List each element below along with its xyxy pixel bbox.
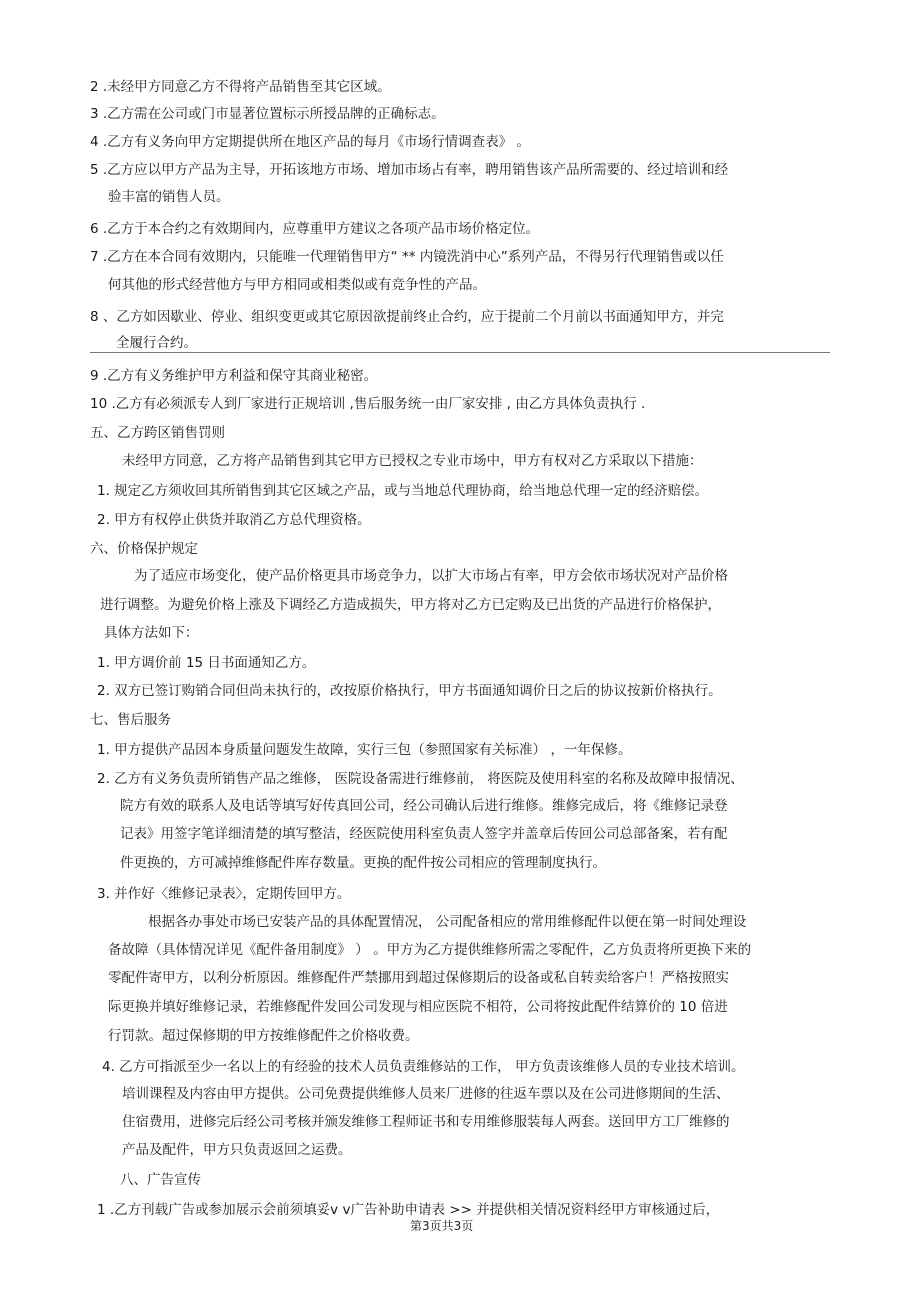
clause-7-cont: 何其他的形式经营他方与甲方相同或相类似或有竞争性的产品。 xyxy=(108,277,486,293)
section-7-para-line-4: 际更换并填好维修记录，若维修配件发回公司发现与相应医院不相符，公司将按此配件结算价的 10 倍进 xyxy=(108,999,728,1015)
section-7-item-2: 2. 乙方有义务负责所销售产品之维修， 医院设备需进行维修前， 将医院及使用科室的名称及故障申报情况、 xyxy=(97,771,744,787)
section-8-item-1: 1 .乙方刊载广告或参加展示会前须填妥v v广告补助申请表 >> 并提供相关情况资料经甲方审核通过后， xyxy=(97,1202,720,1218)
section-7-item-2-cont-2: 记表》用签字笔详细清楚的填写整洁，经医院使用科室负责人签字并盖章后传回公司总部备案，若有配 xyxy=(120,826,728,842)
section-7-item-4: 4. 乙方可指派至少一名以上的有经验的技术人员负责维修站的工作， 甲方负责该维修人员的专业技术培训。 xyxy=(102,1059,745,1075)
section-5-intro: 未经甲方同意，乙方将产品销售到其它甲方已授权之专业市场中，甲方有权对乙方采取以下措施： xyxy=(122,453,703,469)
section-5-heading: 五、乙方跨区销售罚则 xyxy=(90,425,225,441)
section-7-item-4-cont-2: 住宿费用，进修完后经公司考核并颁发维修工程师证书和专用维修服装每人两套。送回甲方工厂维修的 xyxy=(122,1114,730,1130)
section-7-item-2-cont-3: 件更换的，方可减掉维修配件库存数量。更换的配件按公司相应的管理制度执行。 xyxy=(120,855,606,871)
clause-6: 6 .乙方于本合约之有效期间内，应尊重甲方建议之各项产品市场价格定位。 xyxy=(90,221,540,237)
clause-4: 4 .乙方有义务向甲方定期提供所在地区产品的每月《市场行情调查表》 。 xyxy=(90,134,530,150)
section-7-item-1: 1. 甲方提供产品因本身质量问题发生故障，实行三包（参照国家有关标准） ，一年保修。 xyxy=(97,742,632,758)
section-6-para-line-2: 进行调整。为避免价格上涨及下调经乙方造成损失，甲方将对乙方已定购及已出货的产品进行价格保护， xyxy=(100,597,721,613)
section-6-heading: 六、价格保护规定 xyxy=(90,541,198,557)
clause-7: 7 .乙方在本合同有效期内，只能唯一代理销售甲方“ ** 内镜洗消中心”系列产品，不得另行代理销售或以任 xyxy=(90,249,724,265)
section-8-heading: 八、广告宣传 xyxy=(120,1172,201,1188)
section-7-para-line-2: 备故障（具体情况详见《配件备用制度》 ） 。甲方为乙方提供维修所需之零配件，乙方负责将所更换下来的 xyxy=(108,942,752,958)
section-7-item-4-cont-1: 培训课程及内容由甲方提供。公司免费提供维修人员来厂进修的往返车票以及在公司进修期间的生活、 xyxy=(122,1086,730,1102)
clause-9: 9 .乙方有义务维护甲方利益和保守其商业秘密。 xyxy=(90,368,378,384)
header-divider xyxy=(90,352,830,353)
section-6-item-2: 2. 双方已签订购销合同但尚未执行的，改按原价格执行，甲方书面通知调价日之后的协议按新价格执行。 xyxy=(97,683,722,699)
clause-3: 3 .乙方需在公司或门市显著位置标示所授品牌的正确标志。 xyxy=(90,106,445,122)
section-7-para-line-5: 行罚款。超过保修期的甲方按维修配件之价格收费。 xyxy=(108,1028,419,1044)
section-7-heading: 七、售后服务 xyxy=(90,712,171,728)
section-6-para-line-1: 为了适应市场变化，使产品价格更具市场竞争力，以扩大市场占有率，甲方会依市场状况对产品价格 xyxy=(134,568,728,584)
section-7-item-4-cont-3: 产品及配件，甲方只负责返回之运费。 xyxy=(122,1142,352,1158)
clause-10: 10 .乙方有必须派专人到厂家进行正规培训 ,售后服务统一由厂家安排 , 由乙方具体负责执行 . xyxy=(90,396,646,412)
clause-8: 8 、乙方如因歇业、停业、组织变更或其它原因欲提前终止合约，应于提前二个月前以书面通知甲方，并完 xyxy=(90,309,724,325)
clause-2: 2 .未经甲方同意乙方不得将产品销售至其它区域。 xyxy=(90,79,391,95)
section-6-para-line-3: 具体方法如下： xyxy=(104,625,199,641)
section-7-item-3: 3. 并作好〈维修记录表〉，定期传回甲方。 xyxy=(97,886,351,902)
page-footer: 第3页共3页 xyxy=(410,1219,474,1233)
section-7-item-2-cont-1: 院方有效的联系人及电话等填写好传真回公司，经公司确认后进行维修。维修完成后，将《维修记录登 xyxy=(120,798,728,814)
clause-5-cont: 验丰富的销售人员。 xyxy=(108,189,230,205)
section-6-item-1: 1. 甲方调价前 15 日书面通知乙方。 xyxy=(97,655,316,671)
section-5-item-2: 2. 甲方有权停止供货并取消乙方总代理资格。 xyxy=(97,512,371,528)
section-7-para-line-1: 根据各办事处市场已安装产品的具体配置情况， 公司配备相应的常用维修配件以便在第一时间处理设 xyxy=(148,914,747,930)
clause-8-cont: 全履行合约。 xyxy=(116,335,197,351)
clause-5: 5 .乙方应以甲方产品为主导，开拓该地方市场、增加市场占有率，聘用销售该产品所需要的、经过培训和经 xyxy=(90,162,729,178)
section-5-item-1: 1. 规定乙方须收回其所销售到其它区域之产品，或与当地总代理协商，给当地总代理一定的经济赔偿。 xyxy=(97,483,709,499)
section-7-para-line-3: 零配件寄甲方，以利分析原因。维修配件严禁挪用到超过保修期后的设备或私自转卖给客户！严格按照实 xyxy=(108,970,729,986)
